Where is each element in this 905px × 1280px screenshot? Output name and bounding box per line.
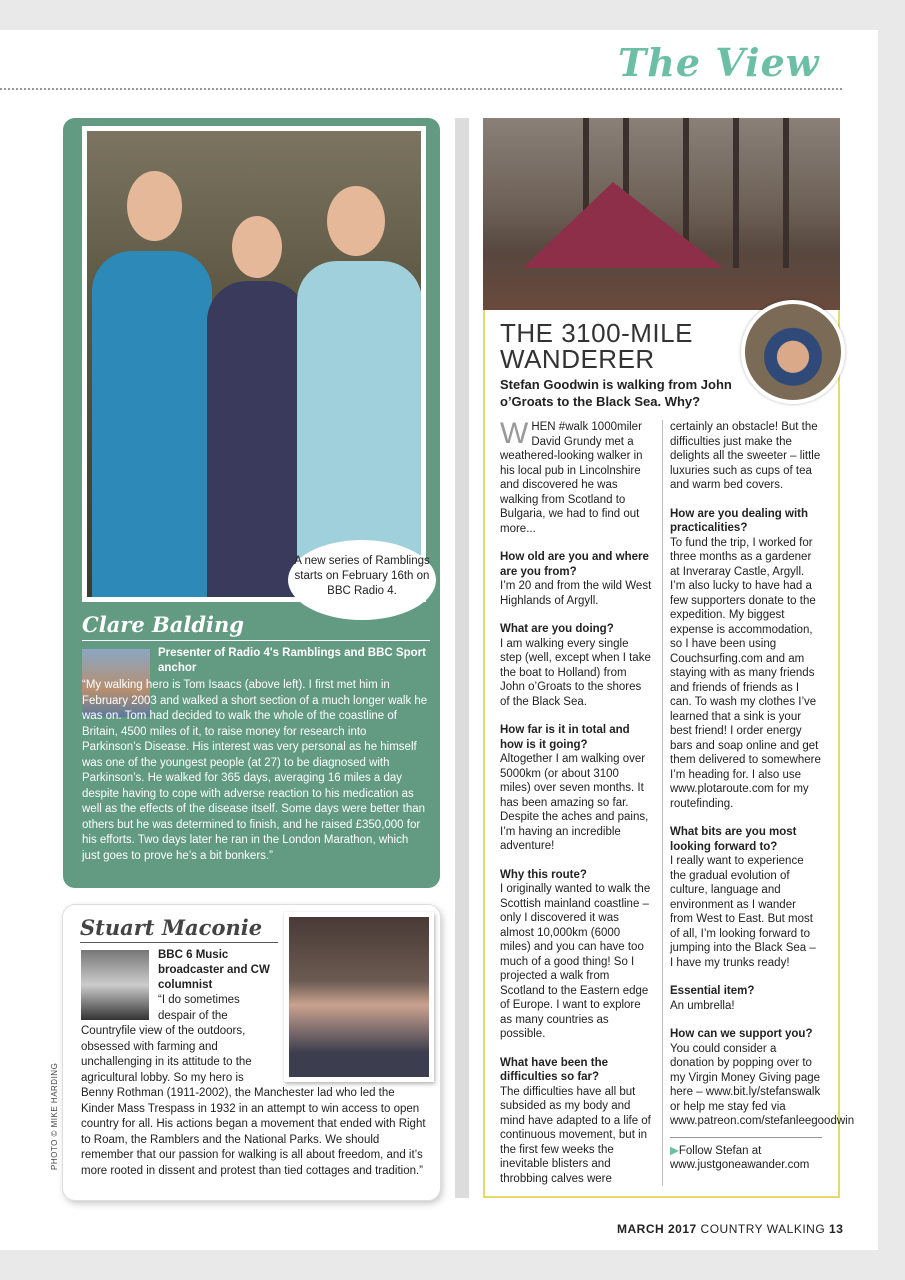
follow-text: Follow Stefan at www.justgoneawander.com [670, 1144, 810, 1171]
answer: Altogether I am walking over 5000km (or about 3100 miles) over seven months. It has been amazing so far. Despite the aches and pains, I’m having an incredible adventure! [500, 753, 649, 852]
clare-balding-name: Clare Balding [82, 612, 244, 637]
answer-continued: certainly an obstacle! But the difficulties just make the delights all the sweeter – little luxuries such as cups of tea and warm bed covers. [670, 421, 821, 491]
clare-quote-text: “My walking hero is Tom Isaacs (above left). I first met him in February 2003 and walked a short section of a much longer walk he was on. Tom had decided to walk the whole of the coastline of Britain, 4500 miles of it, to raise money for research into Parkinson’s Disease. His interest was very personal as he himself was one of the youngest people (at 27) to be diagnosed with Parkinson’s. He walked for 365 days, averaging 16 miles a day despite having to cope with adverse reaction to his medication as well as the effects of the disease itself. Some days were better than others but he was determined to finish, and he raised £350,000 for his efforts. Two days later he ran in the London Marathon, which just goes to prove he’s a bit bonkers.” [82, 679, 428, 862]
stuart-quote-part-2: Countryfile view of the outdoors, obsessed with farming and unchallenging in its attitude to the agricultural lobby. So my hero is [81, 1025, 252, 1084]
answer: I’m 20 and from the wild West Highlands of Argyll. [500, 580, 652, 607]
photo-tree [733, 118, 739, 268]
article-subtitle: Stefan Goodwin is walking from John o’Groats to the Black Sea. Why? [500, 377, 732, 409]
question: Essential item? [670, 985, 755, 997]
benny-rothman-photo [284, 912, 434, 1082]
photo-credit: PHOTO © MIKE HARDING [50, 1062, 59, 1170]
question: What bits are you most looking forward to? [670, 826, 797, 853]
follow-stefan-link[interactable] [670, 1137, 822, 1173]
article-column-2 [670, 420, 855, 1173]
answer: I am walking every single step (well, except when I take the boat to Holland) from John o’Groats to the shores of the Black Sea. [500, 637, 651, 708]
issue-date: MARCH 2017 [617, 1222, 697, 1236]
photo-head-middle [232, 216, 282, 278]
stefan-goodwin-portrait [741, 300, 845, 404]
column-divider [662, 420, 663, 1186]
page-footer [617, 1222, 843, 1236]
stuart-quote-part-3: Benny Rothman (1911-2002), the Manchester lad who led the Kinder Mass Trespass in 1932 in an attempt to win access to open country for all. His actions began a movement that ended with Right to Roam, the Ramblers and the National Parks. We should remember that our passion for walking is all about freedom, and it’s more rooted in dissent and protest than tied cottages and tradition.” [81, 1087, 426, 1177]
column-separator-strip [455, 118, 469, 1198]
question: What are you doing? [500, 623, 614, 635]
answer: I originally wanted to walk the Scottish mainland coastline – only I discovered it was almost 10,000km (6000 miles) and you can have too much of a good thing! So I projected a walk from Scotland to the Eastern edge of Europe. I want to explore as many countries as possible. [500, 883, 651, 1040]
stuart-maconie-thumbnail [81, 950, 149, 1020]
stuart-name-rule [80, 942, 278, 943]
answer: To fund the trip, I worked for three months as a gardener at Inveraray Castle, Argyll. I’m also lucky to have had a few supporters donate to the expedition. My biggest expense is accommodation, so I have been using Couchsurfing.com and am staying with as many friends and friends of friends as I can. To wash my clothes I’ve learned that a sink is your best friend! I order energy bars and soap online and get them delivered to somewhere I’m heading for. I also use www.plotaroute.com for my routefinding. [670, 536, 821, 810]
magazine-name: COUNTRY WALKING [700, 1222, 826, 1236]
question: What have been the difficulties so far? [500, 1056, 608, 1083]
section-masthead: The View [618, 40, 820, 85]
stuart-maconie-role: BBC 6 Music broadcaster and CW columnist [158, 949, 270, 991]
question: Why this route? [500, 868, 587, 881]
clare-name-rule [82, 640, 430, 641]
photo-figure-middle [207, 281, 307, 602]
answer: An umbrella! [670, 999, 735, 1012]
clare-balding-quote [82, 678, 428, 864]
qa-list-col1 [500, 550, 652, 1186]
drop-cap: W [500, 417, 529, 450]
photo-tent [523, 182, 723, 268]
play-arrow-icon: ▶ [670, 1144, 679, 1157]
question: How can we support you? [670, 1028, 813, 1040]
intro-text: HEN #walk 1000miler David Grundy met a weathered-looking walker in his local pub in Lincolnshire and discovered he was walking from Scotland to Bulgaria, we had to find out more... [500, 421, 643, 535]
forest-tent-photo [483, 118, 840, 310]
ramblings-caption-bubble: A new series of Ramblings starts on February 16th on BBC Radio 4. [288, 540, 436, 620]
stuart-quote-part-1: “I do sometimes despair of the [158, 994, 240, 1022]
answer: The difficulties have all but subsided as my body and mind have adapted to a life of continuous movement, but in the first few weeks the inevitable blisters and throbbing calves were [500, 1085, 651, 1185]
answer: You could consider a donation by popping over to my Virgin Money Giving page here – www.bit.ly/stefanswalk or help me stay fed via www.patreon.com/stefanleegoodwin [670, 1042, 855, 1127]
page-number: 13 [829, 1222, 844, 1236]
dotted-divider [0, 88, 842, 90]
article-column-1 [500, 417, 652, 1186]
answer: I really want to experience the gradual evolution of culture, language and environment as I wander from West to East. But most of all, I’m looking forward to jumping into the Black Sea – I have my trunks ready! [670, 855, 816, 969]
photo-tree [783, 118, 789, 268]
question: How far is it in total and how is it going? [500, 724, 630, 751]
clare-group-photo [82, 126, 426, 602]
stuart-maconie-name: Stuart Maconie [80, 915, 263, 940]
photo-head-right [327, 186, 385, 256]
question: How old are you and where are you from? [500, 551, 649, 578]
article-intro [500, 417, 652, 536]
question: How are you dealing with practicalities? [670, 507, 809, 534]
clare-balding-role: Presenter of Radio 4's Ramblings and BBC Sport anchor [158, 647, 426, 674]
photo-figure-left [92, 251, 212, 602]
article-title: THE 3100-MILE WANDERER [500, 318, 693, 374]
photo-head-left [127, 171, 182, 241]
